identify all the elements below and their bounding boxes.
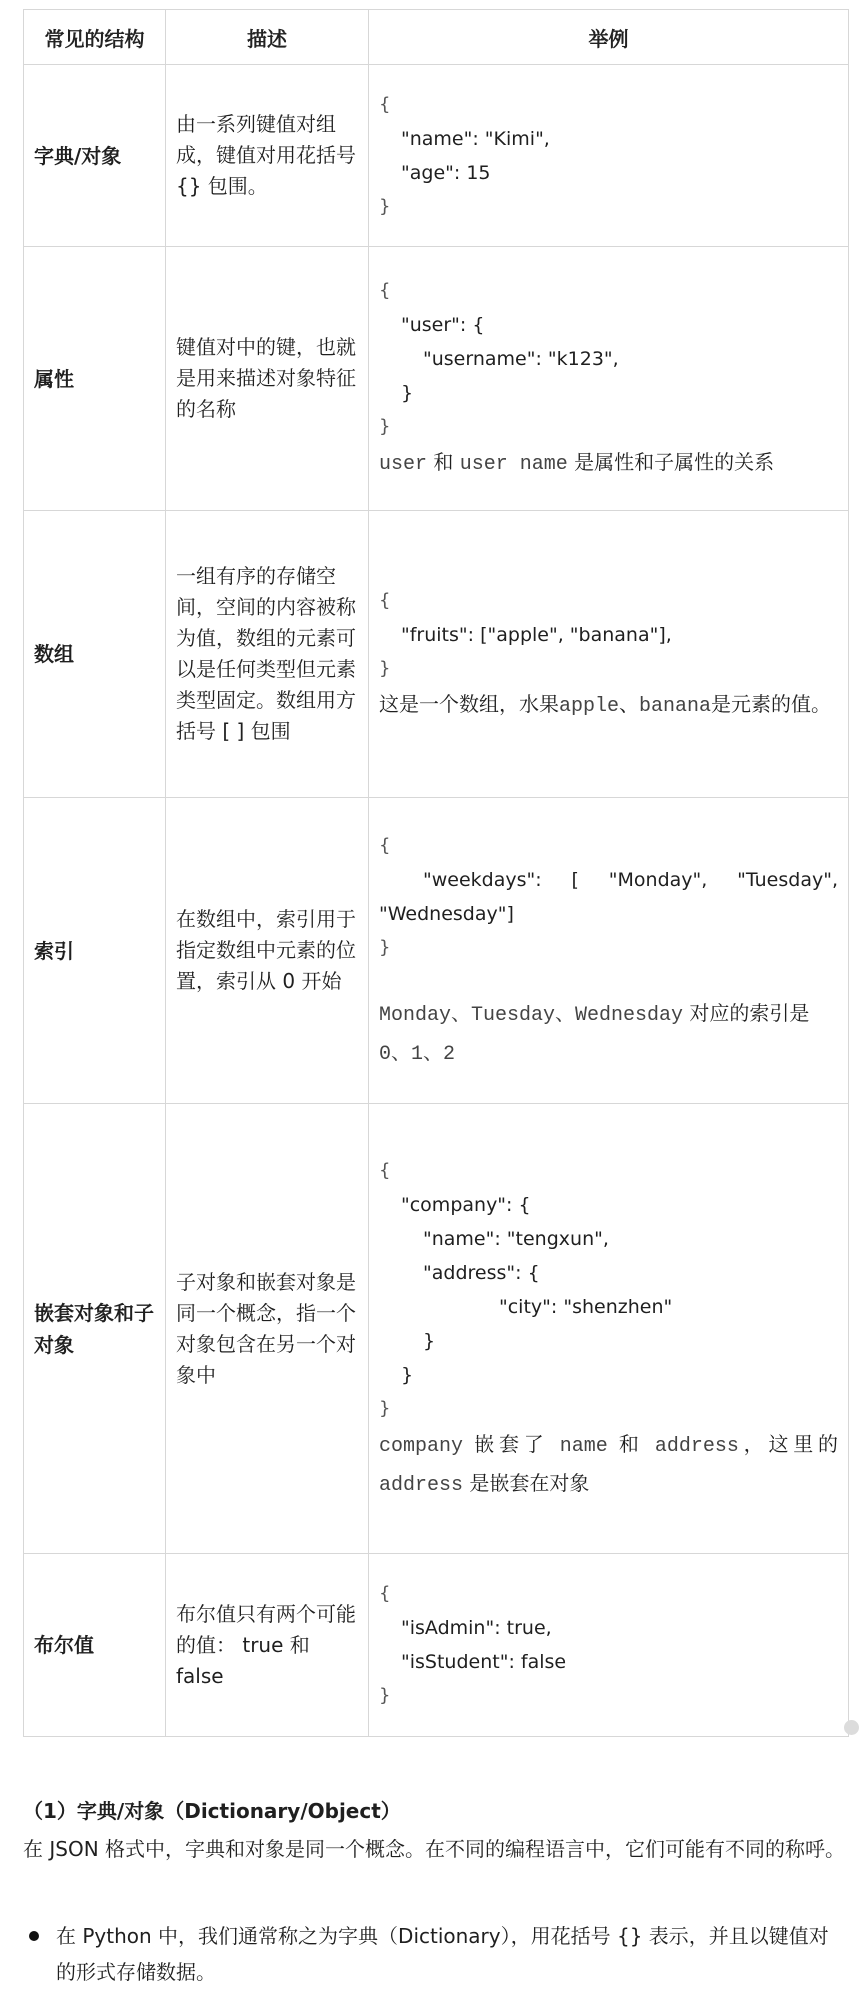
code-line: "age": 15 [401, 161, 491, 184]
code-line: { [379, 1583, 391, 1604]
code-term: banana [639, 694, 712, 718]
json-structure-table [23, 9, 849, 1737]
example-cell [369, 1104, 849, 1554]
example-note: 这是一个数组，水果apple、banana是元素的值。 [379, 691, 832, 718]
code-line: "isAdmin": true, [401, 1617, 552, 1639]
structure-cell: 嵌套对象和子对象 [24, 1104, 166, 1554]
description-cell: 一组有序的存储空间，空间的内容被称为值，数组的元素可以是任何类型但元素类型固定。数组用方括号 [ ] 包围 [166, 511, 369, 798]
code-line: } [379, 1685, 391, 1706]
table-row [24, 798, 849, 1104]
code-line: } [379, 416, 391, 437]
header-description: 描述 [166, 10, 369, 65]
code-line: { [379, 834, 391, 856]
code-line: "company": { [401, 1193, 531, 1216]
code-term: address [654, 1434, 739, 1458]
code-line: "fruits": ["apple", "banana"], [401, 623, 672, 646]
code-line: "user": { [401, 314, 485, 336]
code-term: apple [559, 694, 620, 718]
code-term: company [379, 1434, 464, 1458]
code-term: 0、1、2 [379, 1042, 456, 1066]
code-line: "name": "tengxun", [423, 1227, 609, 1250]
code-line: } [401, 1363, 414, 1386]
example-note: Monday、Tuesday、Wednesday 对应的索引是 0、1、2 [379, 1000, 810, 1066]
code-line: { [379, 280, 391, 301]
bullet-dot-icon [29, 1931, 39, 1941]
code-term: address [379, 1473, 464, 1497]
description-cell: 由一系列键值对组成，键值对用花括号 {} 包围。 [166, 65, 369, 247]
description-cell: 键值对中的键，也就是用来描述对象特征的名称 [166, 247, 369, 511]
example-note: company 嵌套了 name 和 address，这里的 address 是嵌套在对象 [379, 1431, 839, 1497]
table-row [24, 65, 849, 247]
example-cell [369, 1554, 849, 1737]
code-line: } [379, 657, 391, 679]
code-line: { [379, 93, 391, 115]
table-row [24, 247, 849, 511]
code-term: user [379, 453, 428, 476]
code-line: "weekdays": [ "Monday", "Tuesday", [423, 868, 838, 891]
list-item-text: 在 Python 中，我们通常称之为字典（Dictionary），用花括号 {} 表示，并且以键值对的形式存储数据。 [56, 1924, 829, 1984]
example-cell [369, 511, 849, 798]
code-line: "address": { [423, 1261, 540, 1284]
code-line: } [423, 1329, 436, 1352]
table-resize-handle[interactable] [844, 1720, 859, 1735]
structure-cell: 布尔值 [24, 1554, 166, 1737]
example-cell [369, 247, 849, 511]
description-cell: 子对象和嵌套对象是同一个概念，指一个对象包含在另一个对象中 [166, 1104, 369, 1554]
section-heading: （1）字典/对象（Dictionary/Object） [23, 1799, 401, 1823]
header-example: 举例 [369, 10, 849, 65]
table-row [24, 1104, 849, 1554]
code-line: } [379, 195, 391, 217]
code-line: { [379, 1159, 391, 1181]
table-row [24, 1554, 849, 1737]
code-line: } [379, 936, 391, 958]
code-term: Monday、Tuesday、Wednesday [379, 1003, 684, 1027]
code-line: } [379, 1397, 391, 1419]
code-line: { [379, 589, 391, 611]
code-line: "Wednesday"] [379, 902, 514, 925]
description-cell: 在数组中，索引用于指定数组中元素的位置，索引从 0 开始 [166, 798, 369, 1104]
structure-cell: 属性 [24, 247, 166, 511]
structure-cell: 索引 [24, 798, 166, 1104]
code-line: "city": "shenzhen" [499, 1295, 673, 1318]
list-item [23, 1918, 848, 1990]
table-header-row [24, 10, 849, 65]
header-structure: 常见的结构 [24, 10, 166, 65]
example-cell [369, 65, 849, 247]
structure-cell: 数组 [24, 511, 166, 798]
code-line: } [401, 382, 414, 404]
example-cell [369, 798, 849, 1104]
code-term: user name [459, 453, 568, 476]
example-note: user 和 user name 是属性和子属性的关系 [379, 450, 775, 476]
code-term: name [559, 1434, 608, 1458]
section-paragraph: 在 JSON 格式中，字典和对象是同一个概念。在不同的编程语言中，它们可能有不同的称呼。 [23, 1837, 846, 1861]
code-line: "isStudent": false [401, 1651, 567, 1673]
table-row [24, 511, 849, 798]
structure-cell: 字典/对象 [24, 65, 166, 247]
code-line: "name": "Kimi", [401, 127, 550, 150]
code-line: "username": "k123", [423, 348, 619, 370]
description-cell: 布尔值只有两个可能的值： true 和 false [166, 1554, 369, 1737]
